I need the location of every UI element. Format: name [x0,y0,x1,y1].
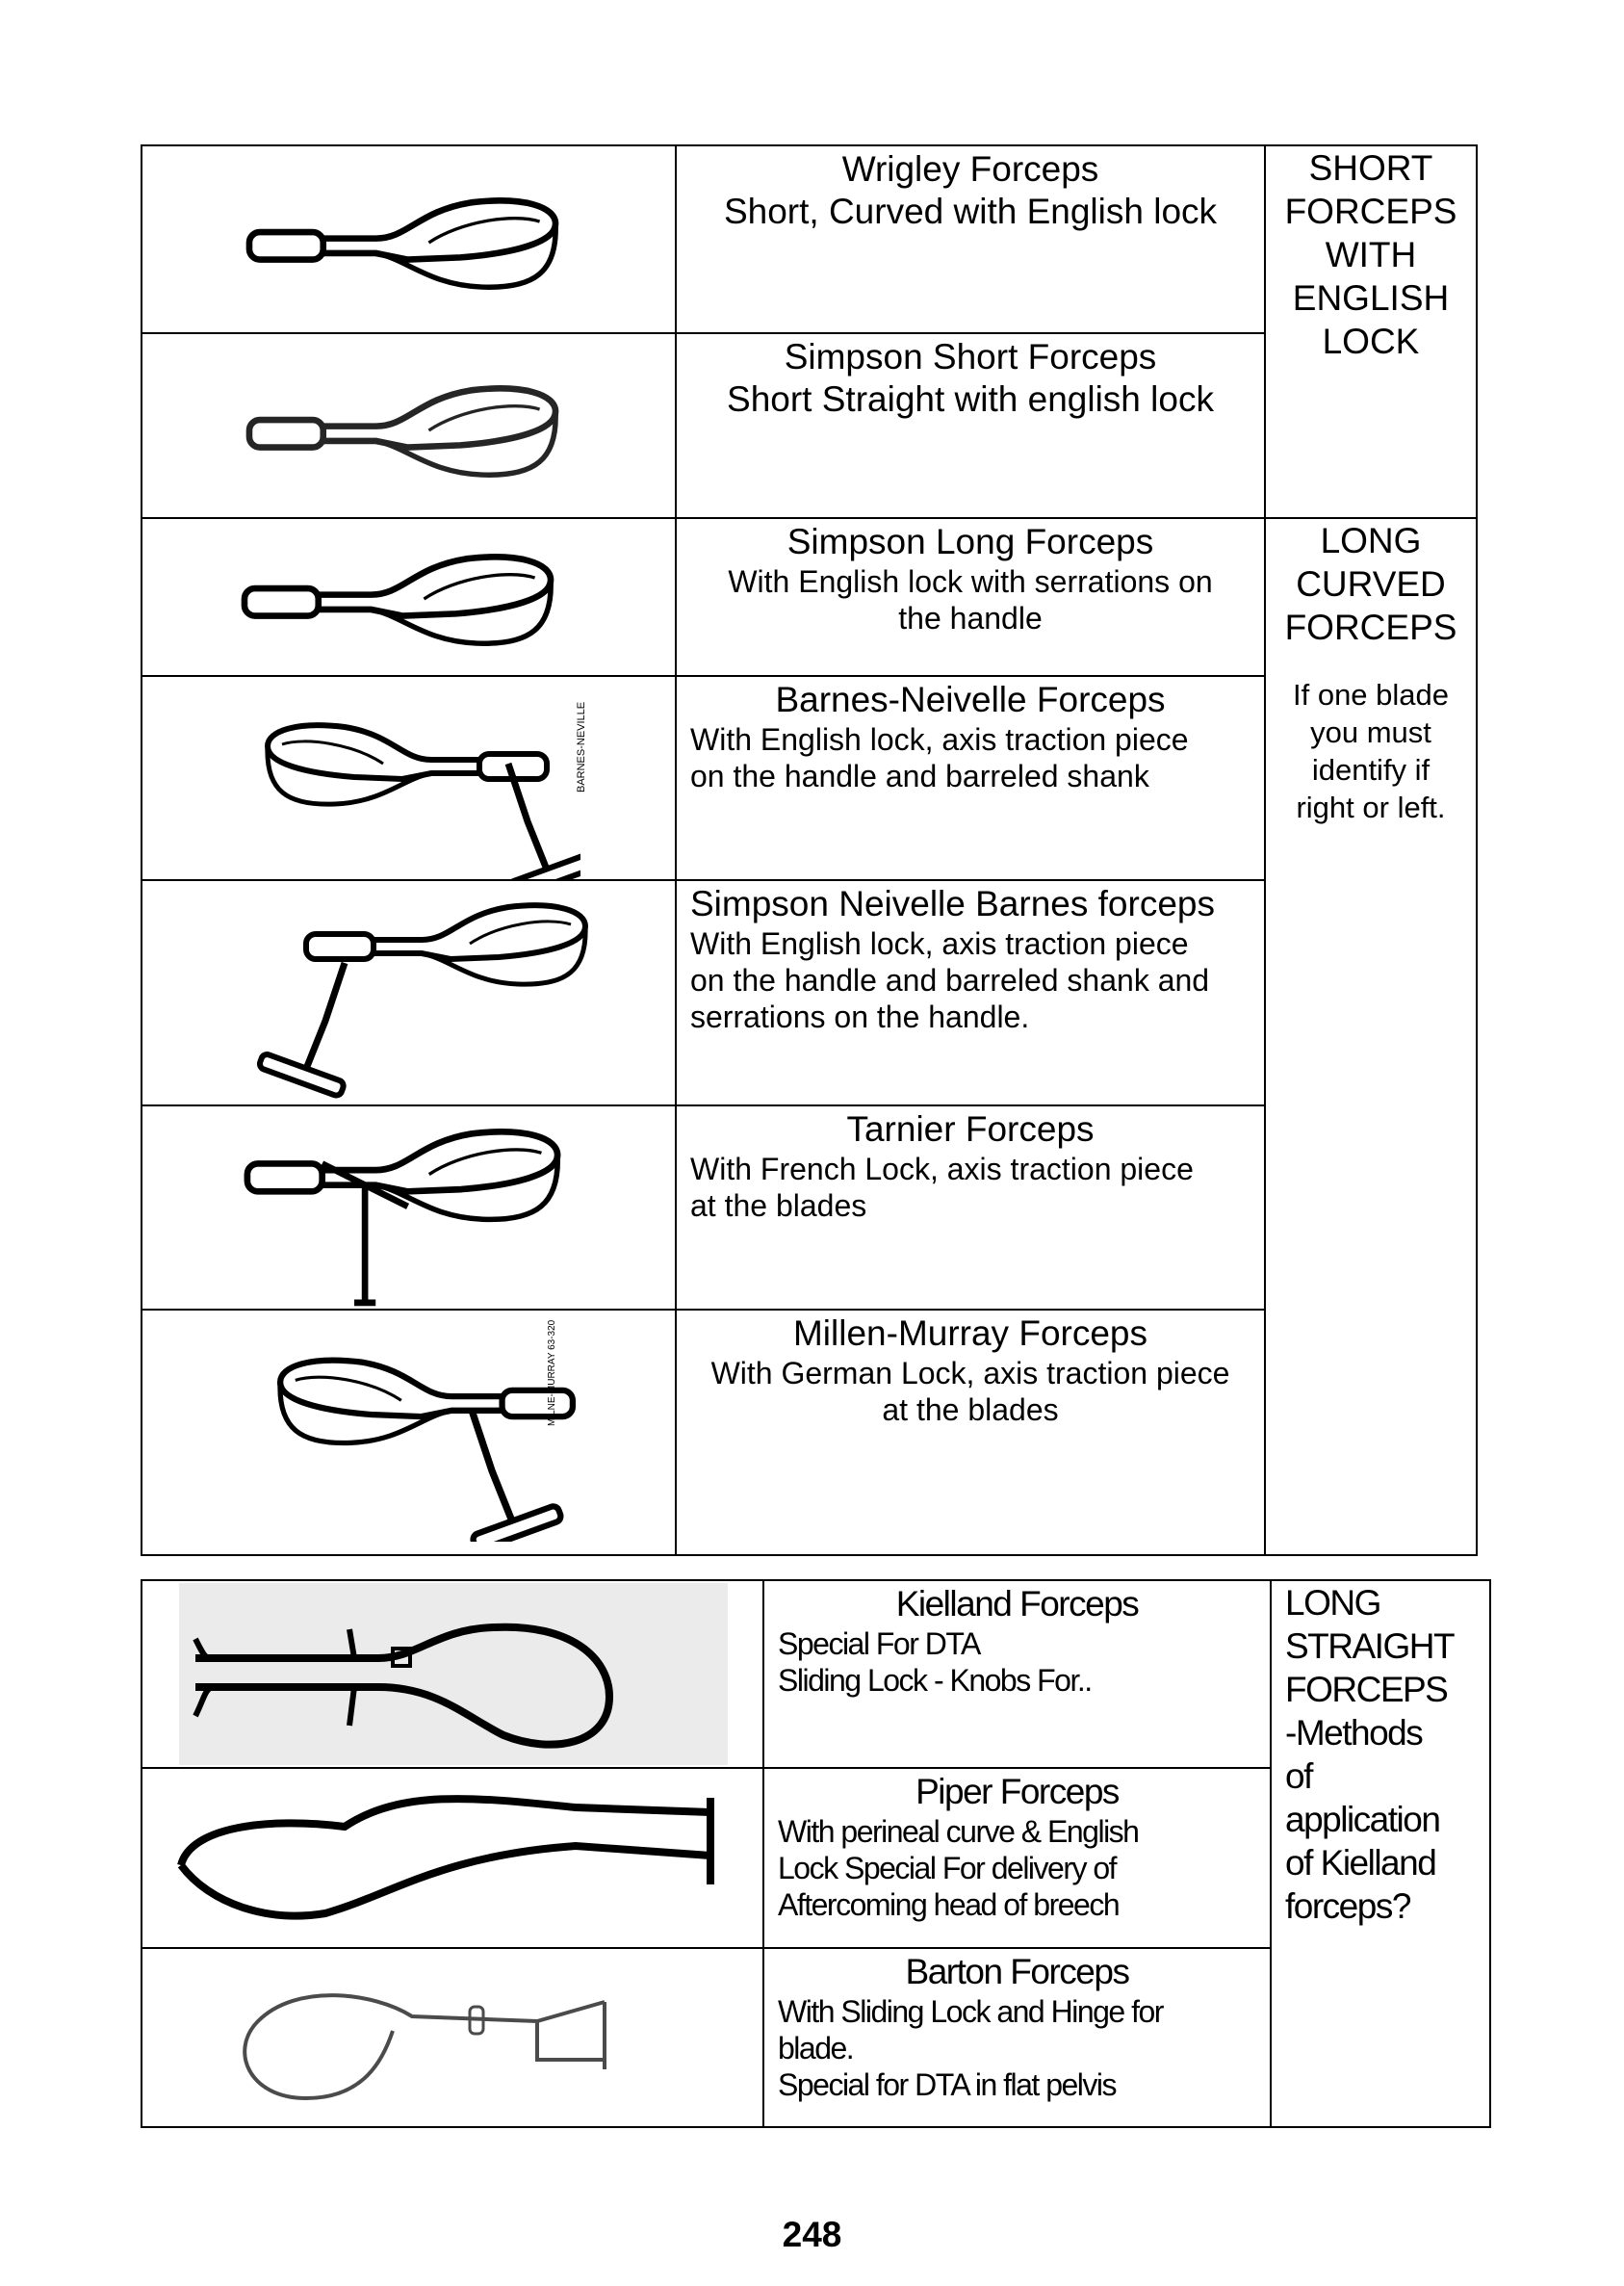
image-cell-simpson-neville-barnes [142,881,677,1106]
row-milne-murray [677,1311,1266,1554]
row-barton [764,1949,1272,2126]
row-description: With German Lock, axis traction piece at the blades [710,1356,1230,1427]
simpson-short-forceps-illustration [239,373,566,488]
row-title: Tarnier Forceps [846,1109,1095,1149]
barton-forceps-illustration [200,1963,701,2117]
forceps-table-2 [141,1579,1491,2128]
image-cell-tarnier [142,1106,677,1311]
page-number: 248 [782,2215,842,2254]
image-cell-milne-murray [142,1311,677,1554]
image-cell-barnes-neville [142,677,677,881]
row-title: Wrigley Forceps [841,149,1099,189]
row-description: With perineal curve & English Lock Special For delivery of Aftercoming head of breech [778,1814,1139,1922]
group-label: LONG CURVED FORCEPS [1284,521,1457,647]
row-description: With English lock with serrations on the handle [728,564,1213,636]
forceps-table-1 [141,144,1478,1556]
row-description: With English lock, axis traction piece on the handle and barreled shank [690,722,1189,793]
image-cell-kielland [142,1581,764,1769]
row-simpson-short [677,334,1266,519]
row-description: Short Straight with english lock [727,379,1214,419]
milne-murray-forceps-illustration [268,1330,585,1542]
image-cell-wrigley [142,146,677,334]
row-tarnier [677,1106,1266,1311]
row-title: Simpson Neivelle Barnes forceps [690,884,1215,923]
row-title: Millen-Murray Forceps [792,1313,1147,1353]
row-description: With English lock, axis traction piece on the handle and barreled shank and serrations on the handle. [690,926,1210,1034]
group-short-forceps [1266,146,1476,519]
group-label: SHORT FORCEPS WITH ENGLISH LOCK [1284,148,1457,361]
row-title: Simpson Short Forceps [784,337,1157,377]
row-barnes-neville [677,677,1266,881]
row-wrigley [677,146,1266,334]
row-simpson-long [677,519,1266,677]
row-title: Simpson Long Forceps [786,522,1154,561]
row-piper [764,1769,1272,1949]
image-cell-simpson-short [142,334,677,519]
wrigley-forceps-illustration [239,185,566,300]
row-description: With French Lock, axis traction piece at the blades [690,1152,1194,1223]
row-title: Piper Forceps [915,1772,1119,1811]
group-long-straight-forceps [1272,1581,1489,2126]
image-cell-barton [142,1949,764,2126]
simpson-long-forceps-illustration [234,546,561,652]
tarnier-forceps-illustration [234,1121,571,1313]
simpson-neville-barnes-forceps-illustration [210,896,595,1107]
image-cell-piper [142,1769,764,1949]
group-note: If one blade you must identify if right or left. [1292,678,1450,824]
group-label: LONG STRAIGHT FORCEPS -Methods of application of Kielland forceps? [1285,1583,1455,1926]
image-cell-simpson-long [142,519,677,677]
row-simpson-neville-barnes [677,881,1266,1106]
group-long-curved-forceps [1266,519,1476,1554]
row-kielland [764,1581,1272,1769]
row-title: Barton Forceps [905,1952,1129,1991]
milne-murray-image-label: MILNE-MURRAY 63-320 [547,1319,557,1426]
kielland-forceps-illustration [186,1600,725,1754]
barnes-neville-forceps-illustration [234,687,580,879]
row-description: With Sliding Lock and Hinge for blade. Special for DTA in flat pelvis [778,1994,1163,2102]
row-title: Barnes-Neivelle Forceps [775,680,1166,719]
row-title: Kielland Forceps [895,1584,1139,1624]
row-description: Special For DTA Sliding Lock - Knobs For.. [778,1626,1092,1698]
piper-forceps-illustration [171,1788,749,1933]
barnes-neville-image-label: BARNES-NEVILLE [576,701,587,792]
row-description: Short, Curved with English lock [723,192,1218,231]
